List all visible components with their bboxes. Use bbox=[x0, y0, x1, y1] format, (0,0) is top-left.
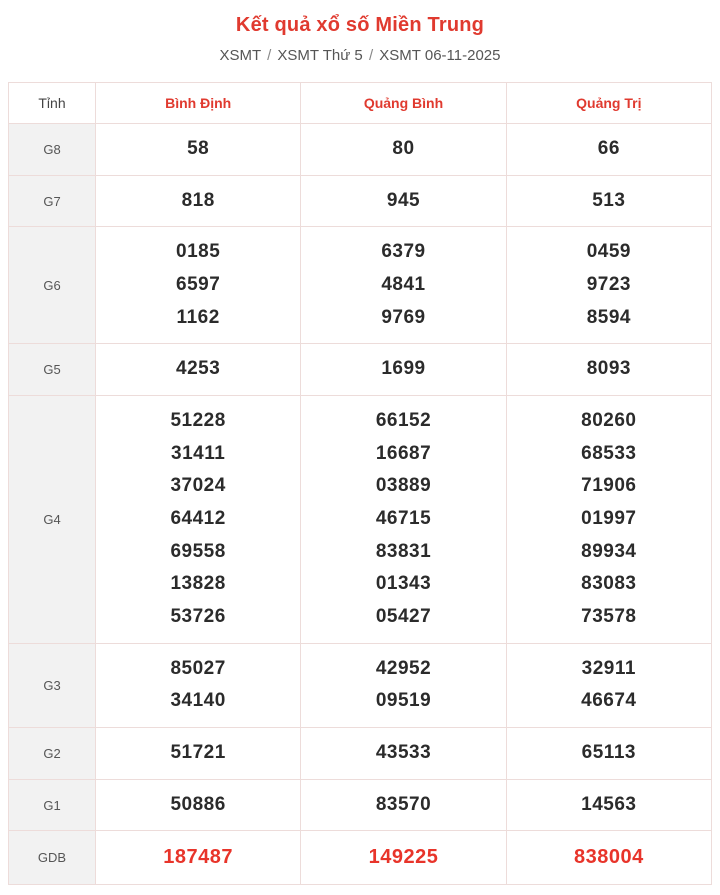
lottery-number: 89934 bbox=[581, 540, 637, 562]
lottery-number: 34140 bbox=[170, 690, 226, 712]
prize-numbers-cell bbox=[301, 728, 506, 780]
lottery-number: 83083 bbox=[581, 573, 637, 595]
lottery-number: 64412 bbox=[170, 508, 226, 530]
lottery-number: 09519 bbox=[375, 690, 432, 712]
table-row bbox=[9, 831, 712, 884]
prize-numbers-cell bbox=[506, 175, 711, 227]
lottery-number: 80 bbox=[392, 138, 415, 159]
lottery-number: 1162 bbox=[176, 306, 220, 328]
column-header-binh-dinh: Bình Định bbox=[96, 83, 301, 124]
table-row bbox=[9, 227, 712, 344]
table-row bbox=[9, 124, 712, 176]
breadcrumb-item-2[interactable]: XSMT 06-11-2025 bbox=[379, 47, 501, 64]
table-row bbox=[9, 175, 712, 227]
breadcrumb-item-0[interactable]: XSMT bbox=[219, 47, 261, 64]
prize-numbers-cell bbox=[96, 396, 301, 644]
table-row bbox=[9, 344, 712, 396]
prize-label: G1 bbox=[9, 779, 96, 831]
lottery-number: 66 bbox=[597, 138, 620, 159]
prize-label: G7 bbox=[9, 175, 96, 227]
lottery-number: 14563 bbox=[581, 793, 637, 815]
prize-label: G3 bbox=[9, 643, 96, 727]
lottery-number: 51721 bbox=[170, 742, 226, 764]
results-table-head bbox=[9, 83, 712, 124]
page-title: Kết quả xổ số Miền Trung bbox=[235, 14, 485, 36]
prize-numbers-cell bbox=[506, 831, 711, 884]
table-header-row bbox=[9, 83, 712, 124]
lottery-number: 187487 bbox=[163, 846, 234, 869]
prize-numbers-cell bbox=[96, 344, 301, 396]
page-header bbox=[0, 0, 720, 82]
lottery-number: 9769 bbox=[381, 306, 426, 328]
prize-numbers-cell bbox=[506, 227, 711, 344]
lottery-number: 838004 bbox=[573, 846, 644, 869]
lottery-number: 0185 bbox=[176, 241, 221, 263]
prize-label: G6 bbox=[9, 227, 96, 344]
prize-label: GDB bbox=[9, 831, 96, 884]
prize-numbers-cell bbox=[506, 124, 711, 176]
lottery-number: 16687 bbox=[375, 442, 432, 464]
column-header-quang-binh: Quảng Bình bbox=[301, 83, 506, 124]
lottery-number: 46674 bbox=[581, 690, 637, 712]
prize-numbers-cell bbox=[301, 175, 506, 227]
results-table-body bbox=[9, 124, 712, 885]
lottery-number: 05427 bbox=[375, 606, 432, 628]
table-row bbox=[9, 779, 712, 831]
lottery-number: 9723 bbox=[586, 274, 631, 296]
prize-numbers-cell bbox=[506, 643, 711, 727]
prize-numbers-cell bbox=[96, 227, 301, 344]
lottery-number: 46715 bbox=[375, 508, 432, 530]
lottery-number: 51228 bbox=[170, 410, 226, 432]
lottery-number: 37024 bbox=[170, 475, 226, 497]
breadcrumb bbox=[0, 47, 720, 64]
lottery-number: 31411 bbox=[171, 442, 226, 464]
lottery-number: 73578 bbox=[581, 606, 637, 628]
lottery-number: 01343 bbox=[375, 573, 432, 595]
lottery-number: 43533 bbox=[375, 742, 432, 764]
table-row bbox=[9, 728, 712, 780]
prize-numbers-cell bbox=[301, 344, 506, 396]
prize-numbers-cell bbox=[301, 779, 506, 831]
lottery-number: 4253 bbox=[176, 358, 221, 380]
lottery-number: 03889 bbox=[375, 475, 432, 497]
breadcrumb-separator-0: / bbox=[267, 47, 272, 64]
prize-numbers-cell bbox=[506, 396, 711, 644]
prize-numbers-cell bbox=[506, 344, 711, 396]
prize-numbers-cell bbox=[301, 124, 506, 176]
lottery-number: 149225 bbox=[368, 846, 439, 869]
lottery-number: 69558 bbox=[170, 540, 226, 562]
lottery-number: 32911 bbox=[581, 657, 636, 679]
prize-numbers-cell bbox=[506, 779, 711, 831]
lottery-number: 01997 bbox=[581, 508, 637, 530]
prize-numbers-cell bbox=[96, 643, 301, 727]
lottery-number: 4841 bbox=[381, 274, 426, 296]
lottery-number: 71906 bbox=[581, 475, 637, 497]
results-table-wrapper bbox=[0, 82, 720, 895]
breadcrumb-item-1[interactable]: XSMT Thứ 5 bbox=[277, 47, 363, 64]
lottery-number: 6597 bbox=[176, 274, 221, 296]
lottery-number: 50886 bbox=[170, 793, 226, 815]
prize-numbers-cell bbox=[301, 643, 506, 727]
lottery-number: 513 bbox=[592, 189, 626, 211]
lottery-number: 68533 bbox=[581, 442, 637, 464]
lottery-number: 6379 bbox=[381, 241, 426, 263]
lottery-number: 0459 bbox=[586, 241, 631, 263]
prize-numbers-cell bbox=[96, 728, 301, 780]
prize-numbers-cell bbox=[301, 831, 506, 884]
prize-numbers-cell bbox=[96, 175, 301, 227]
lottery-number: 66152 bbox=[375, 410, 432, 432]
prize-numbers-cell bbox=[506, 728, 711, 780]
lottery-number: 83570 bbox=[375, 793, 432, 815]
lottery-number: 1699 bbox=[381, 358, 426, 380]
prize-label: G5 bbox=[9, 344, 96, 396]
prize-numbers-cell bbox=[96, 124, 301, 176]
table-row bbox=[9, 396, 712, 644]
lottery-number: 945 bbox=[386, 189, 421, 211]
prize-numbers-cell bbox=[96, 779, 301, 831]
lottery-number: 818 bbox=[181, 189, 215, 211]
breadcrumb-separator-1: / bbox=[368, 47, 374, 64]
lottery-number: 65113 bbox=[581, 742, 636, 764]
prize-label: G4 bbox=[9, 396, 96, 644]
lottery-number: 8093 bbox=[586, 358, 631, 380]
lottery-number: 53726 bbox=[170, 606, 226, 628]
lottery-number: 85027 bbox=[170, 657, 226, 679]
lottery-number: 83831 bbox=[375, 540, 432, 562]
lottery-number: 13828 bbox=[170, 573, 226, 595]
prize-numbers-cell bbox=[301, 396, 506, 644]
results-table bbox=[8, 82, 712, 885]
prize-numbers-cell bbox=[301, 227, 506, 344]
table-row bbox=[9, 643, 712, 727]
lottery-number: 8594 bbox=[586, 306, 631, 328]
column-header-province: Tỉnh bbox=[9, 83, 96, 124]
column-header-quang-tri: Quảng Trị bbox=[506, 83, 711, 124]
prize-label: G8 bbox=[9, 124, 96, 176]
lottery-number: 42952 bbox=[375, 657, 432, 679]
prize-label: G2 bbox=[9, 728, 96, 780]
lottery-number: 80260 bbox=[581, 410, 637, 432]
prize-numbers-cell bbox=[96, 831, 301, 884]
lottery-number: 58 bbox=[187, 138, 210, 159]
